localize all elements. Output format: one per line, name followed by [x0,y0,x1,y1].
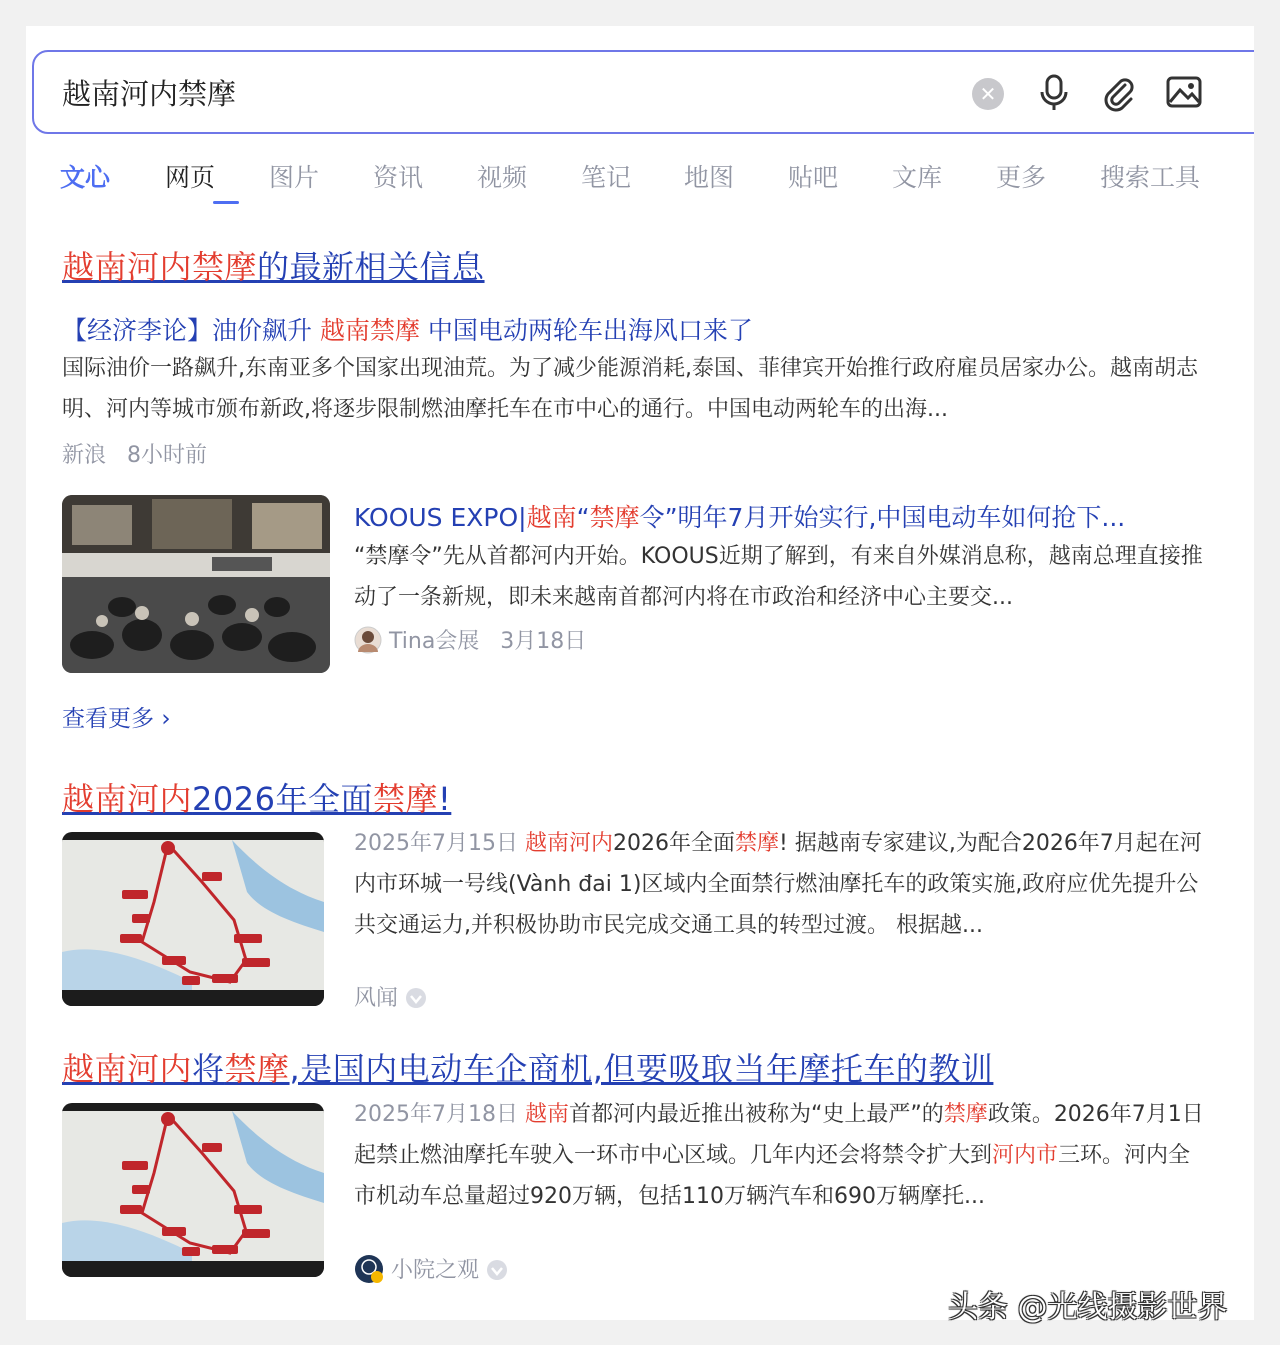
result-2-title[interactable] [62,774,451,820]
title-text: ! [437,780,452,818]
result-3-thumbnail[interactable] [62,1103,324,1277]
tab-tieba[interactable]: 贴吧 [788,163,839,192]
chevron-right-icon: › [161,706,171,732]
news-item-1-meta [62,438,207,469]
search-input[interactable] [62,72,942,112]
search-tabs [60,158,1250,208]
active-tab-indicator [213,201,239,204]
news-item-2-snippet: “禁摩令”先从首都河内开始。KOOUS近期了解到，有来自外媒消息称，越南总理直接推动了一条新规，即未来越南首都河内将在市政治和经济中心主要交... [354,544,1203,610]
title-text: 【经济李论】油价飙升 [62,316,320,345]
date: 2025年7月15日 [354,831,518,856]
tab-video[interactable]: 视频 [477,163,528,192]
news-block-title[interactable] [62,242,485,288]
tab-wenku[interactable]: 文库 [892,163,943,192]
watermark: 头条 @光线摄影世界 [948,1290,1228,1325]
tab-search-tools[interactable]: 搜索工具 [1100,163,1201,192]
title-text: “ [576,503,590,532]
date: 2025年7月18日 [354,1102,518,1127]
date: 3月18日 [500,629,587,654]
tab-images[interactable]: 图片 [269,163,320,192]
snippet-highlight: 禁摩 [735,831,780,856]
source: 新浪 [62,443,107,468]
title-highlight: 越南河内 [62,780,193,818]
title-text: 的最新相关信息 [257,248,485,286]
snippet-text: ! 据越南专家建议,为配合2026年7月起在河内市环城一号线(Vành đai 1)区域内全面禁行燃油摩托车的政策实施,政府应优先提升公共交通运力,并积极协助市民完成交通工具的转型过渡。 根据越... [354,831,1202,938]
news-item-1-title[interactable] [62,311,753,347]
news-item-1-snippet: 国际油价一路飙升,东南亚多个国家出现油荒。为了减少能源消耗,泰国、菲律宾开始推行政府雇员居家办公。越南胡志明、河内等城市颁布新政,将逐步限制燃油摩托车在市中心的通行。中国电动两轮车的出海... [62,356,1198,422]
news-item-2-meta [354,624,586,655]
microphone-icon[interactable] [1034,72,1074,112]
result-2-snippet [354,823,1204,946]
snippet-text: 政策。2026年7月1日起禁止燃油摩托车驶入一环市中心区域。几年内还会将禁令扩大到 [354,1102,1204,1168]
title-highlight: 越南河内 [62,1050,193,1088]
title-text: ,是国内电动车企商机,但要吸取当年摩托车的教训 [289,1050,994,1088]
title-text: 2026年全面 [192,780,373,818]
tab-news[interactable]: 资讯 [373,163,424,192]
snippet-highlight: 越南河内 [524,831,613,856]
timestamp: 8小时前 [127,443,207,468]
title-highlight: 禁摩 [224,1050,290,1088]
title-highlight: 禁摩 [589,503,640,532]
tab-map[interactable]: 地图 [684,163,735,192]
title-text: 令”明年7月开始实行,中国电动车如何抢下... [639,503,1126,532]
search-bar [32,50,1254,134]
snippet-text: 首都河内最近推出被称为“史上最严”的 [569,1102,944,1127]
result-2-thumbnail[interactable] [62,832,324,1006]
title-highlight: 越南 [526,503,577,532]
snippet-highlight: 河内市 [992,1143,1059,1168]
title-text: 将 [192,1050,225,1088]
news-item-2-title[interactable] [354,498,1184,534]
see-more-label: 查看更多 [62,706,154,732]
snippet-text: 三环。河内全市机动车总量超过920万辆，包括110万辆汽车和690万辆摩托... [354,1143,1191,1209]
title-highlight: 越南禁摩 [319,316,420,345]
clear-icon[interactable]: ✕ [972,78,1004,110]
source: 风闻 [354,986,399,1011]
author-avatar [354,1254,384,1284]
author: Tina会展 [389,629,480,654]
snippet-highlight: 越南 [524,1102,569,1127]
author-avatar [354,626,382,654]
result-2-meta [354,981,427,1012]
result-3-meta [354,1253,508,1284]
search-results-page [26,26,1254,1320]
paperclip-icon[interactable] [1098,72,1138,112]
tab-more[interactable]: 更多 [996,163,1047,192]
result-3-snippet [354,1094,1204,1217]
title-text: KOOUS EXPO| [354,503,527,532]
title-text: 中国电动两轮车出海风口来了 [419,316,753,345]
snippet-highlight: 禁摩 [943,1102,988,1127]
title-highlight: 越南河内禁摩 [62,248,258,286]
tab-wenxin[interactable]: 文心 [60,163,111,192]
see-more-link[interactable] [62,700,171,733]
verified-icon [405,987,427,1009]
verified-icon [486,1259,508,1281]
image-search-icon[interactable] [1164,72,1204,112]
tab-notes[interactable]: 笔记 [581,163,632,192]
title-highlight: 禁摩 [372,780,438,818]
result-3-title[interactable] [62,1044,993,1090]
tab-web[interactable]: 网页 [165,163,216,192]
snippet-text: 2026年全面 [613,831,735,856]
news-item-2-thumbnail[interactable] [62,495,330,673]
source: 小院之观 [391,1258,480,1283]
